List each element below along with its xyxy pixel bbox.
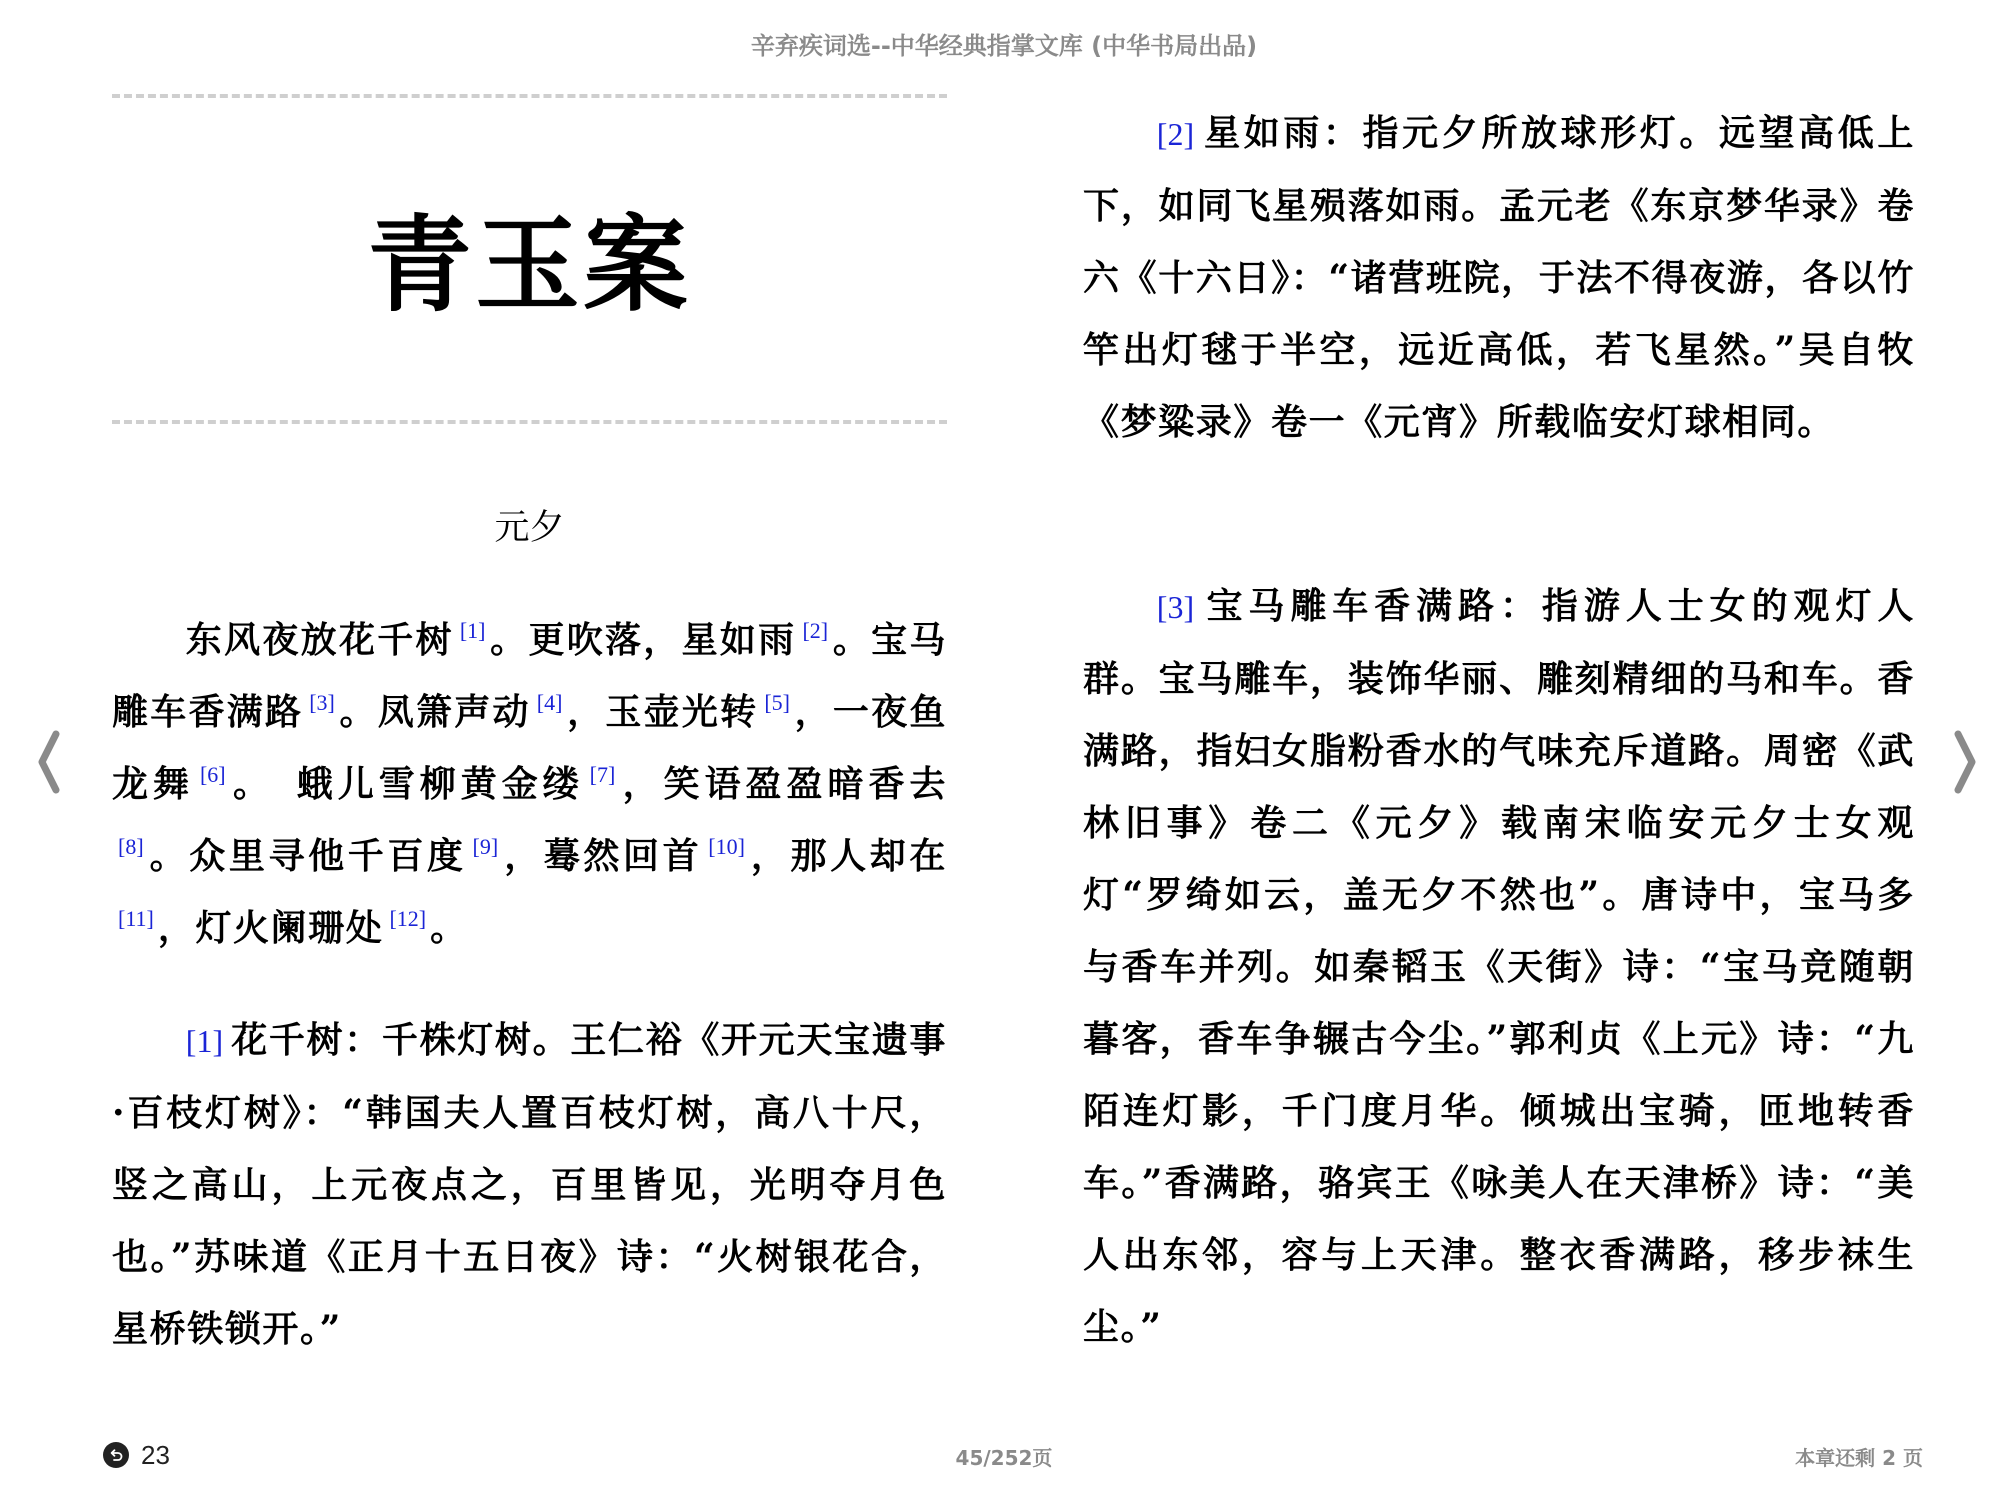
note-2 [1083, 97, 1915, 458]
poem-line: 。宝马雕车香满路 [112, 619, 947, 733]
poem-line: ，灯火阑珊处 [157, 907, 384, 949]
footnote-link[interactable]: [5] [764, 690, 790, 715]
footnote-link[interactable]: [3] [309, 690, 335, 715]
poem-line: ，笑语盈盈暗香去 [619, 763, 948, 805]
note-marker[interactable]: [3] [1156, 589, 1195, 625]
note-3 [1083, 570, 1915, 1363]
note-text: 星如雨：指元夕所放球形灯。远望高低上下，如同飞星殒落如雨。孟元老《东京梦华录》卷六《十六日》：“诸营班院，于法不得夜游，各以竹竿出灯毬于半空，远近高低，若飞星然。”吴自牧《梦粱录》卷一《元宵》所载临安灯球相同。 [1083, 112, 1915, 443]
footnote-link[interactable]: [4] [536, 690, 563, 715]
footnote-link[interactable]: [10] [708, 834, 745, 859]
note-marker[interactable]: [1] [185, 1023, 224, 1059]
divider-bottom [112, 420, 947, 424]
page-indicator: 45/252页 [955, 1446, 1053, 1470]
chapter-title: 青玉案 [367, 203, 692, 326]
divider-top [112, 94, 947, 98]
footnote-link[interactable]: [8] [118, 834, 144, 859]
next-page-button[interactable] [1944, 728, 1984, 796]
note-text: 花千树：千株灯树。王仁裕《开元天宝遗事·百枝灯树》：“韩国夫人置百枝灯树，高八十尺，竖之高山，上元夜点之，百里皆见，光明夺月色也。”苏味道《正月十五日夜》诗：“火树银花合，星桥铁锁开。” [112, 1019, 947, 1350]
poem-line: 。凤箫声动 [338, 691, 531, 733]
footnote-link[interactable]: [2] [802, 618, 829, 643]
note-text: 宝马雕车香满路：指游人士女的观灯人群。宝马雕车，装饰华丽、雕刻精细的马和车。香满路，指妇女脂粉香水的气味充斥道路。周密《武林旧事》卷二《元夕》载南宋临安元夕士女观灯“罗绮如云，盖无夕不然也”。唐诗中，宝马多与香车并列。如秦韬玉《天街》诗：“宝马竞随朝暮客，香车争辗古今尘。”郭利贞《上元》诗：“九陌连灯影，千门度月华。倾城出宝骑，匝地转香车。”香满路，骆宾王《咏美人在天津桥》诗：“美人出东邻，容与上天津。整衣香满路，移步袜生尘。” [1083, 585, 1915, 1348]
poem-line: ，玉壶光转 [566, 691, 759, 733]
note-marker[interactable]: [2] [1156, 116, 1195, 152]
note-1 [112, 1004, 947, 1365]
poem-line: 。 [430, 907, 468, 949]
poem-text [112, 604, 947, 964]
poem-line: 。 蛾儿雪柳黄金缕 [229, 763, 584, 805]
chevron-right-icon [1944, 728, 1984, 796]
poem-line: ，蓦然回首 [502, 835, 703, 877]
header-title: 辛弃疾词选--中华经典指掌文库 (中华书局出品) [750, 32, 1258, 60]
footnote-link[interactable]: [7] [589, 762, 616, 787]
poem-line: ，一夜鱼龙舞 [112, 691, 947, 805]
footnote-link[interactable]: [1] [459, 618, 486, 643]
poem-line: ，那人却在 [748, 835, 947, 877]
footnote-link[interactable]: [11] [118, 906, 154, 931]
back-count: 23 [141, 1439, 170, 1470]
footnote-link[interactable]: [12] [389, 906, 427, 931]
chapter-remaining: 本章还剩 2 页 [1795, 1446, 1923, 1470]
footnote-link[interactable]: [9] [472, 834, 499, 859]
poem-line: 东风夜放花千树 [185, 619, 454, 661]
prev-page-button[interactable] [28, 728, 68, 796]
poem-line: 。更吹落，星如雨 [489, 619, 797, 661]
poem-line: 。众里寻他千百度 [147, 835, 467, 877]
chevron-left-icon [28, 728, 68, 796]
footnote-link[interactable]: [6] [199, 762, 226, 787]
poem-subtitle: 元夕 [494, 508, 565, 548]
